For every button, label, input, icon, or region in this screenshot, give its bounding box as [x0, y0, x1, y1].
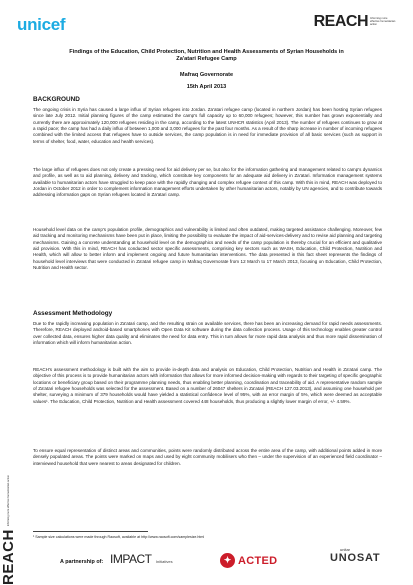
background-paragraph-2: The large influx of refugees does not only create a pressing need for aid delivery per se, but also for the information gathering and management related to camp's dynamics and profile, as well as to aid planning, delivery and tracking, which constitute key components for an adequate aid delivery in Za'atari. Information management systems available to humanitarian actors have struggled to keep pace with the rapidly changing and complex refugee context of this camp. With this in mind, REACH was deployed to Jordan in October 2012 in order to complement information management efforts undertaken by other humanitarian actors, notably by UN agencies, and to contribute towards addressing information gaps on Syrian refugees located in Za'atari camp.	[33, 167, 382, 198]
unosat-logo	[330, 547, 380, 564]
reach-logo	[314, 13, 396, 31]
impact-logo-subtext: Initiatives	[155, 559, 173, 564]
unitar-logo-text: unitar	[340, 547, 351, 552]
methodology-paragraph-2: REACH's assessment methodology is built with the aim to provide in-depth data and analysis on Education, Child Protection, Nutrition and Health in Za'atari camp. The objective of this process is to provide humanitarian actors with information that allows for more informed decision-making with regards to their targeting of specific geographic locations or beneficiary group based on their programme planning needs, thus enabling better planning, coordination and traceability of aid. A representative random sample of Za'atari refugee households was selected for the assessment. Based on a number of 26047 shelters in Za'atari (REACH 127.03.2013), and assuming one household per shelter, surveying a minimum of 379 households would have yielded a statistical confidence level of 95%, with an error margin of 5%, which were deemed as acceptable values¹. The Education, Child Protection, Nutrition and Health assessment covered 448 households, thus producing a slightly lower margin of error, +/- 4.59%.	[33, 367, 382, 404]
partnership-label: A partnership of:	[60, 559, 104, 565]
methodology-heading: Assessment Methodology	[33, 310, 113, 317]
side-reach-logo	[0, 475, 17, 585]
impact-logo	[110, 550, 173, 568]
acted-emblem-icon: ✦	[220, 553, 235, 568]
document-location: Mafraq Governorate	[179, 72, 234, 78]
reach-logo-text: REACH	[313, 13, 368, 30]
document-title: Findings of the Education, Child Protection, Nutrition and Health Assessments of Syrian Households in Za'atari Refugee Camp	[69, 49, 344, 63]
reach-tagline: Informing more effective humanitarian action	[370, 17, 396, 27]
acted-logo-text: ACTED	[238, 554, 278, 567]
footnote: ¹ Sample size calculations were made through Raosoft, available at http://www.raosoft.com/samplesize.html	[33, 535, 205, 539]
side-reach-tagline: Informing more effective humanitarian action	[6, 475, 10, 527]
side-reach-logo-text: REACH	[0, 529, 17, 585]
methodology-paragraph-1: Due to the rapidly increasing population in Za'atari camp, and the resulting strain on available services, there has been an increasing demand for rapid needs assessments. Therefore, REACH deployed android-based smartphones with Open Data Kit software during the data collection process. Usage of this technology enables greater control over collected data, ensures higher data quality and eliminates the need for data entry. This in turn allows for more rapid data analysis and thus more rapid dissemination of information which will inform humanitarian action.	[33, 321, 382, 346]
unosat-logo-text: UNOSAT	[330, 552, 381, 564]
background-heading: BACKGROUND	[33, 96, 80, 103]
methodology-paragraph-3: To ensure equal representation of distinct areas and communities, points were randomly distributed across the entire area of the camp, with additional points added in more densely populated areas. The points were marked on maps and used by eight community mobilisers who then – under the supervision of an experienced field coordinator – interviewed household that were nearest to areas designated for children.	[33, 448, 382, 466]
acted-logo	[220, 553, 277, 568]
footnote-divider	[33, 531, 148, 532]
background-paragraph-3: Household level data on the camp's population profile, demographics and vulnerability is limited and often outdated, making targeted assistance challenging. Moreover, few aid tracking and monitoring mechanisms have been put in place, limiting the possibility to evaluate the impact of aid-services-delivery and to revise aid planning and targeting mechanisms. Gaining a concrete understanding at household level on the demographics and needs of the camp population is thereby crucial for an efficient and qualitative aid provision. With this in mind, REACH has conducted sector specific assessments, comprising key sectors such as WASH, Education, Child Protection, Nutrition and Health, which will allow to better inform and implement ongoing and future humanitarian interventions. The data presented in this fact sheet represents the findings of household level interviews that were conducted in Za'atari refugee camp in Mafraq Governorate from 12 March to 17 March 2013, focusing on Education, Child Protection, Nutrition and Health sector.	[33, 227, 382, 271]
background-paragraph-1: The ongoing crisis in Syria has caused a large influx of Syrian refugees into Jordan. Za'atari refugee camp (located in northern Jordan) has been hosting Syrian refugees since late July 2012. Initial planning figures of the camp estimated the camp's full capacity up to 60,000 refugees; however, this number has grown exponentially and currently there are approximately 120,000 refugees residing in the camp, according to the latest UNHCR statistics (April 2013). The number of refugees continues to grow at a rapid pace; the camp has had a daily influx of between 1,000 and 3,000 refugees for the past four months. As a result of the sharp increase in number of incoming refugees combined with the limited access that refugees have to outside services, the camp population is in need for immediate provision of all basic services (such as support in terms of shelter, food, water, education and health services).	[33, 107, 382, 144]
impact-logo-text: IMPACT	[110, 552, 152, 566]
document-date: 15th April 2013	[186, 84, 227, 90]
unicef-logo	[17, 14, 65, 36]
unicef-logo-text: unicef	[17, 15, 66, 34]
